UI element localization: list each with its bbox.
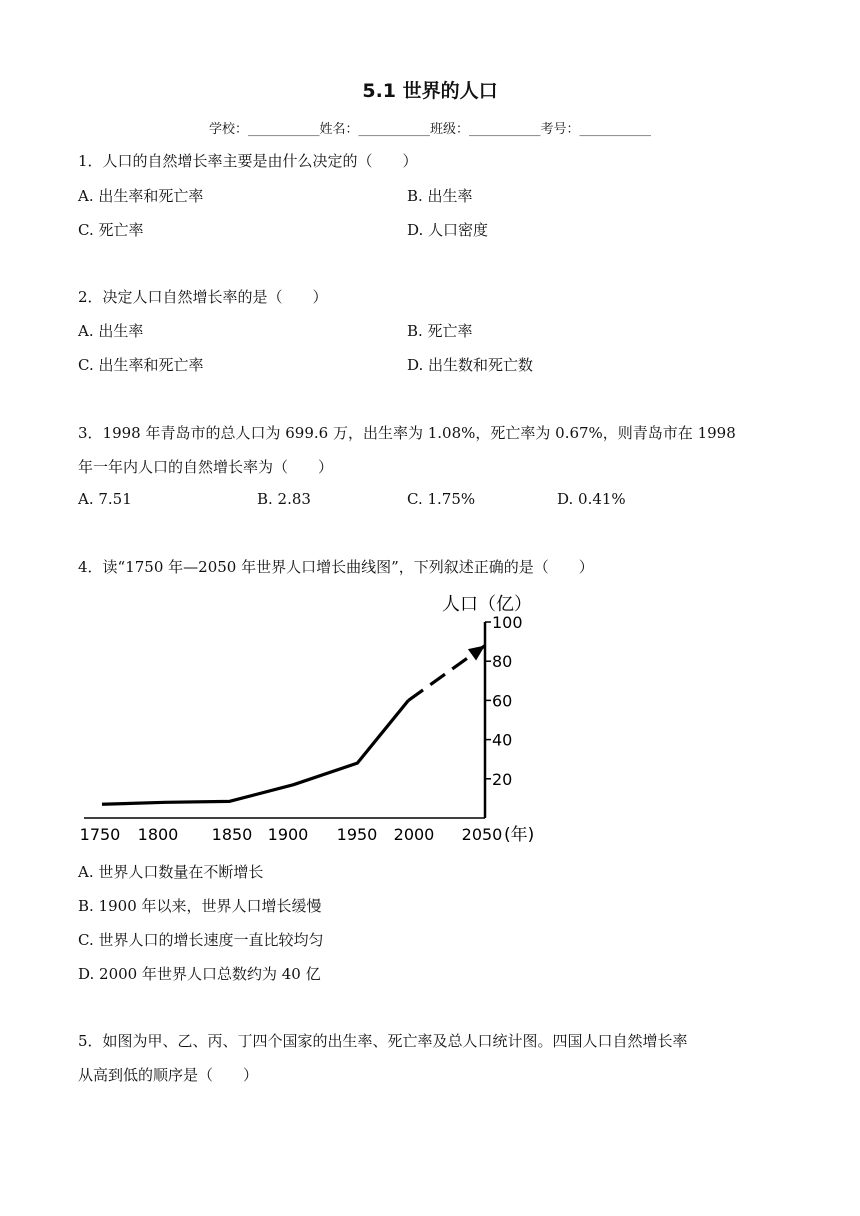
q1-option-d[interactable]: D. 人口密度 [407,221,489,239]
y-tick-label: 20 [492,769,513,789]
q3-option-c[interactable]: C. 1.75% [407,490,476,508]
q2-option-c[interactable]: C. 出生率和死亡率 [78,356,204,374]
q3-stem-line2: 年一年内人口的自然增长率为（ ） [78,458,334,476]
q2-option-b[interactable]: B. 死亡率 [407,322,473,340]
population-growth-chart [0,580,860,850]
population-line [102,700,408,804]
x-axis-unit-label: (年) [504,825,535,845]
series-group [102,646,485,805]
x-tick-label: 2000 [393,825,435,844]
q4-option-d[interactable]: D. 2000 年世界人口总数约为 40 亿 [78,965,321,983]
q1-option-a[interactable]: A. 出生率和死亡率 [78,187,204,205]
q1-option-c[interactable]: C. 死亡率 [78,221,144,239]
q5-stem-line1: 5．如图为甲、乙、丙、丁四个国家的出生率、死亡率及总人口统计图。四国人口自然增长率 [78,1032,688,1050]
page-title: 5.1 世界的人口 [362,80,498,102]
q4-stem: 4．读“1750 年—2050 年世界人口增长曲线图”，下列叙述正确的是（ ） [78,558,594,576]
q2-option-d[interactable]: D. 出生数和死亡数 [407,356,534,374]
q2-option-a[interactable]: A. 出生率 [78,322,144,340]
q3-option-d[interactable]: D. 0.41% [557,490,626,508]
q1-stem: 1．人口的自然增长率主要是由什么决定的（ ） [78,152,418,170]
y-axis-label: 人口（亿） [442,594,532,615]
x-tick-label: 2050 [461,825,503,844]
x-tick-label: 1800 [137,825,179,844]
y-tick-label: 100 [492,613,523,632]
q5-stem-line2: 从高到低的顺序是（ ） [78,1066,259,1084]
q3-option-b[interactable]: B. 2.83 [257,490,311,508]
x-tick-label: 1850 [211,825,253,844]
q2-stem: 2．决定人口自然增长率的是（ ） [78,288,328,306]
y-tick-label: 80 [492,652,513,672]
q3-option-a[interactable]: A. 7.51 [78,490,132,508]
x-tick-label: 1750 [79,825,121,844]
y-tick-group [485,613,523,789]
x-tick-label: 1950 [336,825,378,844]
q4-option-b[interactable]: B. 1900 年以来，世界人口增长缓慢 [78,897,322,915]
q3-stem-line1: 3．1998 年青岛市的总人口为 699.6 万，出生率为 1.08%，死亡率为 0.67%，则青岛市在 1998 [78,424,736,442]
y-tick-label: 40 [492,730,513,750]
y-tick-label: 60 [492,691,513,711]
x-tick-label: 1900 [267,825,309,844]
q1-option-b[interactable]: B. 出生率 [407,187,473,205]
q4-option-a[interactable]: A. 世界人口数量在不断增长 [78,863,264,881]
student-info-line: 学校：___________姓名：___________班级：___________考号：___________ [208,122,651,137]
q4-option-c[interactable]: C. 世界人口的增长速度一直比较均匀 [78,931,324,949]
arrowhead [468,646,485,661]
x-tick-group [80,825,503,844]
